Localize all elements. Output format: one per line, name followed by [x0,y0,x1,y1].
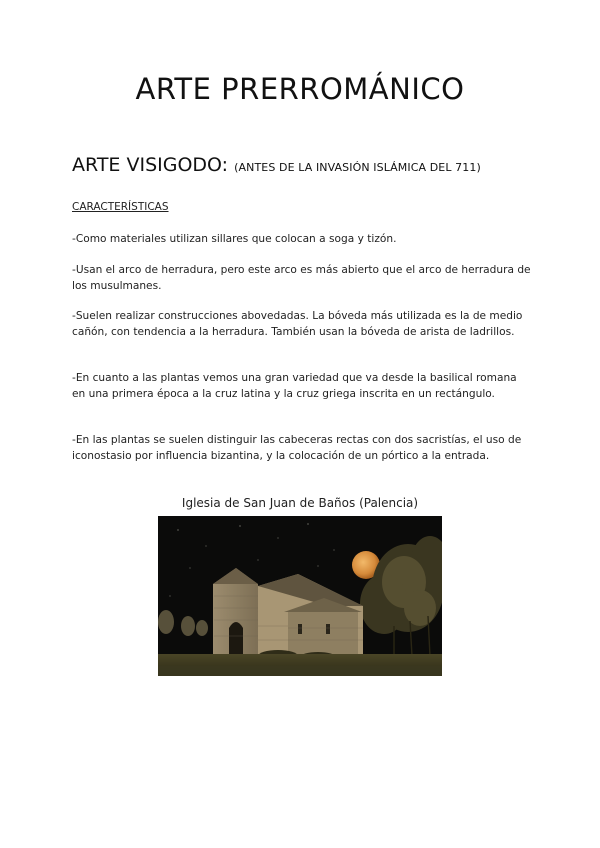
section-heading-note: (ANTES DE LA INVASIÓN ISLÁMICA DEL 711) [234,161,481,174]
figure-caption: Iglesia de San Juan de Baños (Palencia) [181,496,419,510]
document-title: ARTE PRERROMÁNICO [135,72,465,106]
paragraph-plan-details: -En las plantas se suelen distinguir las cabeceras rectas con dos sacristías, el uso de iconostasio por influencia bizantina, y la colocación de un pórtico a la entrada. [72,434,522,462]
section-heading-text: ARTE VISIGODO: [72,154,229,176]
paragraph-arch: -Usan el arco de herradura, pero este arco es más abierto que el arco de herradura de los musulmanes. [72,264,531,292]
paragraph-vaults: -Suelen realizar construcciones abovedadas. La bóveda más utilizada es la de medio cañón, con tendencia a la herradura. También usan la bóveda de arista de ladrillos. [72,310,523,338]
paragraph-floor-plans: -En cuanto a las plantas vemos una gran variedad que va desde la basilical romana en una primera época a la cruz latina y la cruz griega inscrita en un rectángulo. [72,372,517,400]
paragraph-materials: -Como materiales utilizan sillares que colocan a soga y tizón. [72,233,397,245]
church-photo [158,516,442,676]
characteristics-label: CARACTERÍSTICAS [72,201,169,213]
section-heading [72,154,481,176]
